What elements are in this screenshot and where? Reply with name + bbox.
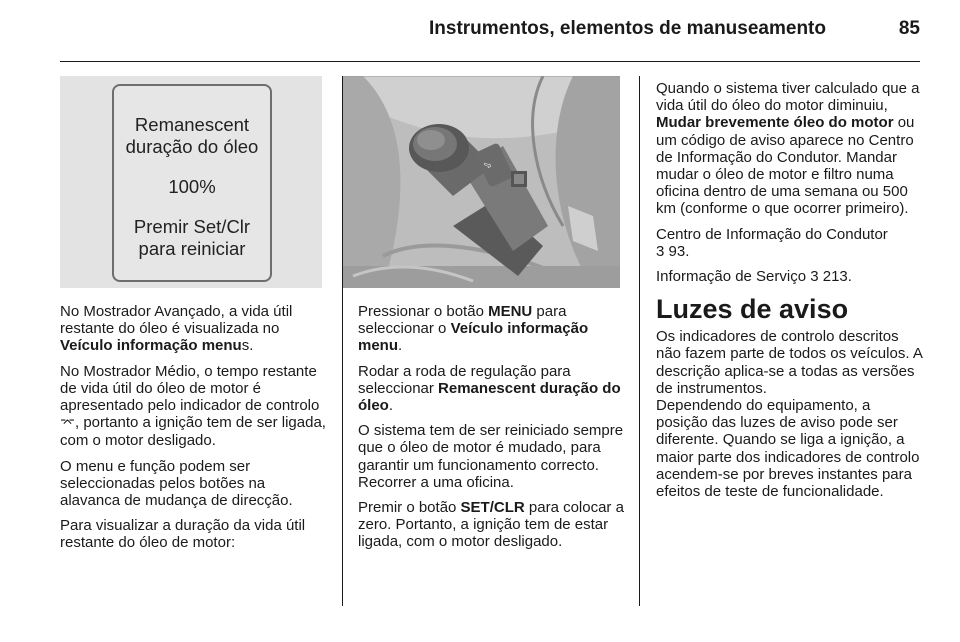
column-2 (358, 303, 624, 559)
col3-paragraph-2 (656, 226, 924, 260)
text: . (398, 337, 403, 355)
turn-signal-lever-illustration (343, 76, 620, 288)
col2-paragraph-4 (358, 499, 624, 551)
text: para colocar a zero. Portanto, a ignição tem de estar ligada, com o motor desligado. (358, 499, 624, 551)
col1-paragraph-1 (60, 303, 328, 355)
display-line-1: Remanescent (134, 114, 250, 135)
page-number: 85 (898, 18, 920, 39)
bold-term: Veículo informação menu (60, 337, 242, 355)
display-line-4: para reiniciar (138, 238, 246, 259)
column-divider-2 (639, 76, 640, 606)
col3-paragraph-4: Os indicadores de controlo descritos não fazem parte de todos os veículos. A descrição aplica-se a todas as versões de instrumentos. (656, 328, 923, 397)
col2-paragraph-2 (358, 363, 624, 415)
text: s. (241, 337, 254, 355)
text: Rodar a roda de regulação para seleccionar (358, 362, 571, 397)
bold-term: Veículo informação menu (358, 320, 589, 355)
text: No Mostrador Médio, o tempo restante de vida útil do óleo de motor é apresentado pelo indicador de controlo (60, 362, 320, 415)
col3-paragraph-5: Dependendo do equipamento, a posição das luzes de aviso pode ser diferente. Quando se liga a ignição, a maior parte dos indicadores de controlo acendem-se por breves instantes para efeitos de teste de funcionalidade. (656, 397, 920, 501)
col1-paragraph-2 (60, 363, 328, 450)
text: ou um código de aviso aparece no Centro de Informação do Condutor. Mandar mudar o óleo de motor e filtro numa oficina dentro de uma semana ou 500 km (conforme o que ocorrer primeiro). (656, 114, 915, 218)
svg-text:⇩: ⇩ (481, 159, 496, 172)
text: Centro de Informação do Condutor (656, 225, 888, 243)
lever-drawing (343, 76, 620, 288)
display-value: 100% (168, 176, 216, 197)
display-line-2: duração do óleo (125, 136, 259, 157)
col2-paragraph-1 (358, 303, 624, 355)
text: , portanto a ignição tem de ser ligada, com o motor desligado. (60, 414, 326, 450)
text: . (388, 397, 394, 415)
display-screen (112, 84, 272, 282)
column-1 (60, 303, 328, 560)
col3-paragraph-3: Informação de Serviço 3 213. (656, 268, 852, 286)
col2-paragraph-3: O sistema tem de ser reiniciado sempre que o óleo de motor é mudado, para garantir um funcionamento correcto. Recorrer a uma oficina. (358, 422, 624, 491)
column-3 (656, 80, 924, 508)
bold-term: Mudar brevemente óleo do motor (656, 114, 894, 132)
header-title: Instrumentos, elementos de manuseamento (429, 18, 826, 39)
text: No Mostrador Avançado, a vida útil restante do óleo é visualizada no (60, 303, 293, 338)
oil-pressure-icon: ⌤ (60, 416, 75, 432)
text: para seleccionar o (358, 303, 567, 338)
display-line-3: Premir Set/Clr (133, 216, 251, 237)
oil-life-display-illustration (60, 76, 322, 288)
header-rule (60, 61, 920, 62)
page-header (0, 18, 960, 48)
section-heading: Luzes de aviso (656, 294, 849, 325)
col3-paragraph-1 (656, 80, 924, 218)
text: Premir o botão (358, 499, 461, 517)
col1-paragraph-4: Para visualizar a duração da vida útil restante do óleo de motor: (60, 517, 306, 552)
bold-term: Remanescent duração do óleo (358, 379, 621, 415)
text: Pressionar o botão (358, 303, 489, 320)
bold-term: SET/CLR (460, 499, 525, 517)
page-reference: 3 93. (656, 242, 690, 260)
col1-paragraph-3: O menu e função podem ser seleccionadas pelos botões na alavanca de mudança de direcção. (60, 457, 293, 510)
text: Quando o sistema tiver calculado que a vida útil do óleo do motor diminuiu, (656, 80, 920, 115)
bold-term: MENU (488, 303, 533, 320)
